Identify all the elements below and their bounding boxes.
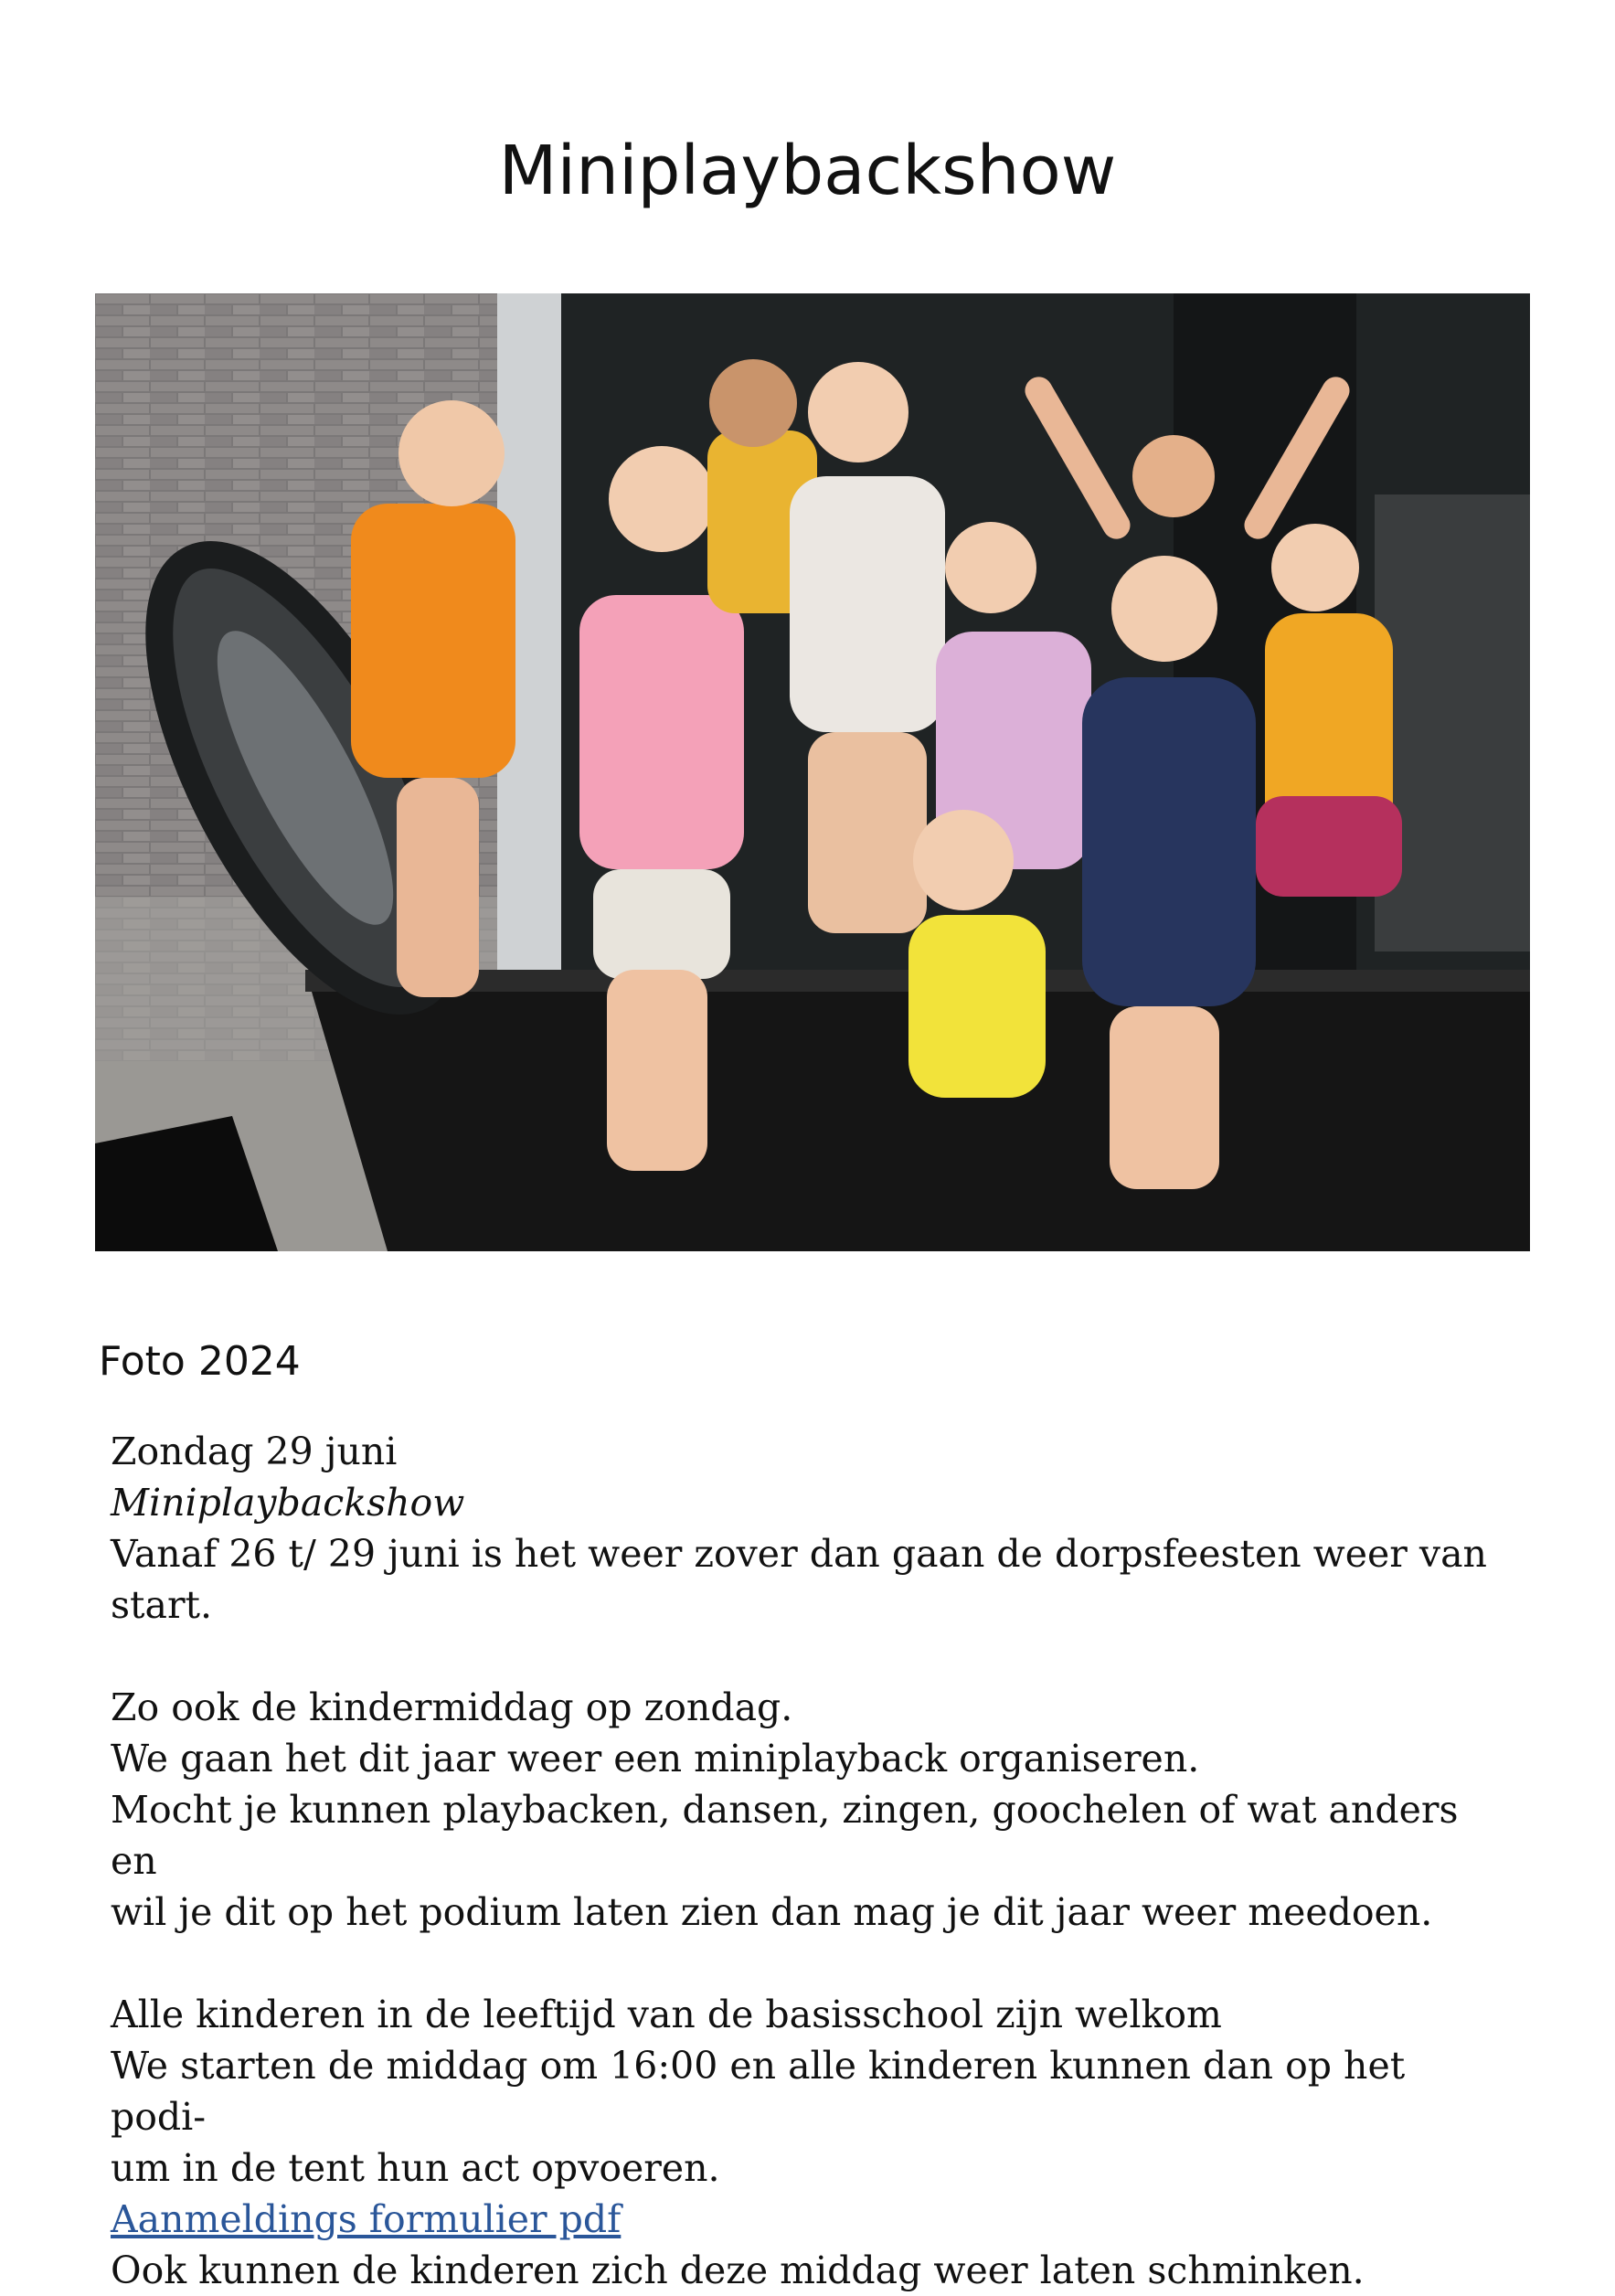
paragraph-2-line-4: wil je dit op het podium laten zien dan mag je dit jaar weer meedoen. [111, 1890, 1433, 1934]
event-name: Miniplaybackshow [111, 1481, 465, 1525]
paragraph-3-line-1: Alle kinderen in de leeftijd van de basisschool zijn welkom [111, 1993, 1222, 2036]
paragraph-gap [111, 1631, 1500, 1682]
paragraph-2-line-3: Mocht je kunnen playbacken, dansen, zingen, goochelen of wat anders en [111, 1788, 1459, 1883]
event-description [111, 1426, 1500, 2296]
paragraph-2-line-1: Zo ook de kindermiddag op zondag. [111, 1685, 793, 1729]
paragraph-3-line-3: um in de tent hun act opvoeren. [111, 2146, 720, 2190]
page-title: Miniplaybackshow [498, 132, 1117, 210]
event-date: Zondag 29 juni [111, 1430, 398, 1473]
paragraph-2-line-2: We gaan het dit jaar weer een miniplayback organiseren. [111, 1737, 1200, 1780]
group-photo [95, 293, 1530, 1251]
intro-line-1: Vanaf 26 t/ 29 juni is het weer zover dan gaan de dorpsfeesten weer van [111, 1532, 1487, 1576]
paragraph-gap [111, 1938, 1500, 1989]
paragraph-3-line-4: Ook kunnen de kinderen zich deze middag weer laten schminken. [111, 2248, 1365, 2292]
registration-form-link[interactable]: Aanmeldings formulier pdf [111, 2197, 622, 2241]
paragraph-3-line-2: We starten de middag om 16:00 en alle kinderen kunnen dan op het podi- [111, 2044, 1406, 2139]
intro-line-2: start. [111, 1583, 213, 1627]
photo-caption: Foto 2024 [99, 1338, 301, 1385]
photo-illustration [95, 293, 1530, 1251]
